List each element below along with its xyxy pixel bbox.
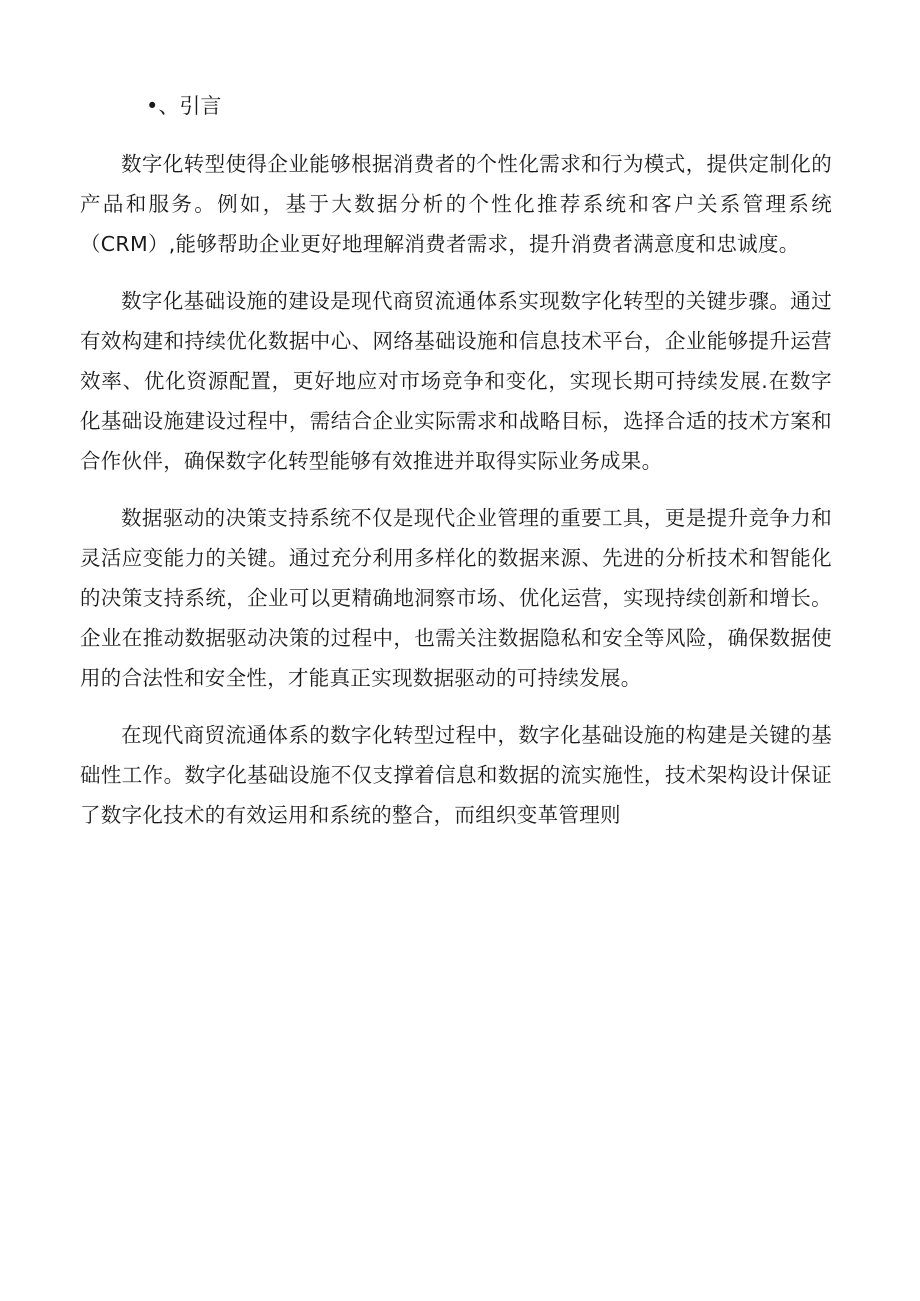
paragraph-2: 数字化基础设施的建设是现代商贸流通体系实现数字化转型的关键步骤。通过有效构建和持续优化数据中心、网络基础设施和信息技术平台，企业能够提升运营效率、优化资源配置，更好地应对市场竞争和变化，实现长期可持续发展.在数字化基础设施建设过程中，需结合企业实际需求和战略目标，选择合适的技术方案和合作伙伴，确保数字化转型能够有效推进并取得实际业务成果。 <box>80 289 832 473</box>
section-heading: •、引言 <box>146 94 222 118</box>
paragraph-1: 数字化转型使得企业能够根据消费者的个性化需求和行为模式，提供定制化的产品和服务。例如，基于大数据分析的个性化推荐系统和客户关系管理系统（CRM）,能够帮助企业更好地理解消费者需求，提升消费者满意度和忠诚度。 <box>80 152 832 256</box>
spacer <box>80 126 832 144</box>
document-page <box>80 86 832 835</box>
paragraph-4: 在现代商贸流通体系的数字化转型过程中，数字化基础设施的构建是关键的基础性工作。数字化基础设施不仅支撑着信息和数据的流实施性，技术架构设计保证了数字化技术的有效运用和系统的整合，而组织变革管理则 <box>80 723 832 827</box>
paragraph-3: 数据驱动的决策支持系统不仅是现代企业管理的重要工具，更是提升竞争力和灵活应变能力的关键。通过充分利用多样化的数据来源、先进的分析技术和智能化的决策支持系统，企业可以更精确地洞察市场、优化运营，实现持续创新和增长。企业在推动数据驱动决策的过程中，也需关注数据隐私和安全等风险，确保数据使用的合法性和安全性，才能真正实现数据驱动的可持续发展。 <box>80 506 832 690</box>
